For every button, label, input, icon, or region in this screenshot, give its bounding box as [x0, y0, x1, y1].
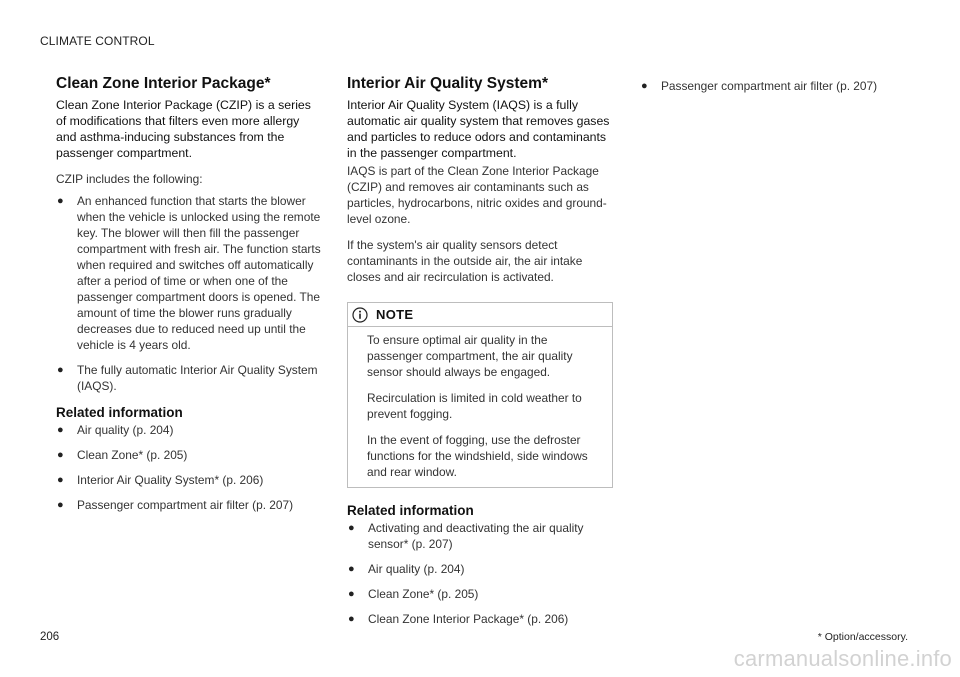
iaqs-paragraph-1: IAQS is part of the Clean Zone Interior Package (CZIP) and removes air contaminants such as particles, hydrocarbons, nitric oxides and ground-level ozone. [347, 164, 607, 226]
related-link[interactable] [56, 447, 322, 463]
note-paragraph: To ensure optimal air quality in the passenger compartment, the air quality sensor should always be engaged. [367, 333, 573, 379]
note-title: NOTE [376, 307, 414, 322]
iaqs-related-list [347, 520, 613, 627]
related-link-text: Air quality (p. 204) [368, 562, 465, 576]
list-item [56, 362, 322, 394]
iaqs-lead: Interior Air Quality System (IAQS) is a fully automatic air quality system that removes gases and particles to reduce odors and contaminants in the passenger compartment. [347, 98, 610, 160]
page-number: 206 [40, 631, 60, 643]
related-link[interactable] [347, 520, 613, 552]
list-item-text: The fully automatic Interior Air Quality System (IAQS). [77, 363, 318, 393]
bullet-icon: ● [57, 499, 64, 511]
list-item [56, 193, 322, 353]
related-link[interactable] [56, 472, 322, 488]
related-link[interactable] [347, 611, 613, 627]
bullet-icon: ● [57, 474, 64, 486]
note-paragraph: Recirculation is limited in cold weather to prevent fogging. [367, 391, 582, 421]
czip-section [56, 74, 322, 522]
related-link-text: Clean Zone Interior Package* (p. 206) [368, 612, 569, 626]
czip-title: Clean Zone Interior Package* [56, 75, 271, 92]
running-head: CLIMATE CONTROL [40, 34, 155, 48]
czip-related-title: Related information [56, 405, 183, 420]
related-link[interactable] [640, 78, 910, 94]
iaqs-related-title: Related information [347, 503, 474, 518]
related-link-text: Passenger compartment air filter (p. 207) [77, 498, 294, 512]
iaqs-related-continued [640, 77, 910, 103]
related-link-text: Clean Zone* (p. 205) [368, 587, 479, 601]
bullet-icon: ● [348, 613, 355, 625]
related-link-text: Air quality (p. 204) [77, 423, 174, 437]
bullet-icon: ● [57, 424, 64, 436]
bullet-icon: ● [57, 195, 64, 207]
czip-intro: CZIP includes the following: [56, 172, 203, 186]
iaqs-section [347, 74, 613, 636]
bullet-icon: ● [57, 449, 64, 461]
watermark: carmanualsonline.info [733, 646, 952, 671]
footnote: * Option/accessory. [817, 631, 908, 643]
related-link-text: Passenger compartment air filter (p. 207) [661, 79, 878, 93]
bullet-icon: ● [348, 522, 355, 534]
bullet-icon: ● [57, 364, 64, 376]
czip-lead: Clean Zone Interior Package (CZIP) is a series of modifications that filters even more allergy and asthma-inducing substances from the passenger compartment. [56, 98, 311, 160]
note-body [348, 327, 612, 487]
bullet-icon: ● [348, 563, 355, 575]
related-link-text: Activating and deactivating the air quality sensor* (p. 207) [368, 521, 584, 551]
related-link-text: Interior Air Quality System* (p. 206) [77, 473, 264, 487]
czip-related-list [56, 422, 322, 513]
list-item-text: An enhanced function that starts the blower when the vehicle is unlocked using the remote key. The blower will then fill the passenger compartment with fresh air. The function starts when required and switches off automatically after a period of time or when one of the passenger compartment doors is opened. The amount of time the blower runs gradually decreases due to reduced need up until the vehicle is 4 years old. [77, 194, 321, 352]
iaqs-title: Interior Air Quality System* [347, 75, 548, 92]
iaqs-related-list-continued [640, 78, 910, 94]
note-box [347, 302, 613, 488]
related-link-text: Clean Zone* (p. 205) [77, 448, 188, 462]
bullet-icon: ● [348, 588, 355, 600]
iaqs-paragraph-2: If the system's air quality sensors detect contaminants in the outside air, the air intake closes and air recirculation is activated. [347, 238, 583, 284]
related-link[interactable] [347, 561, 613, 577]
czip-feature-list [56, 193, 322, 394]
note-header [348, 303, 612, 327]
related-link[interactable] [56, 422, 322, 438]
bullet-icon: ● [641, 80, 648, 92]
related-link[interactable] [347, 586, 613, 602]
info-circle-icon [352, 307, 368, 323]
related-link[interactable] [56, 497, 322, 513]
note-paragraph: In the event of fogging, use the defroster functions for the windshield, side windows and rear window. [367, 433, 588, 479]
